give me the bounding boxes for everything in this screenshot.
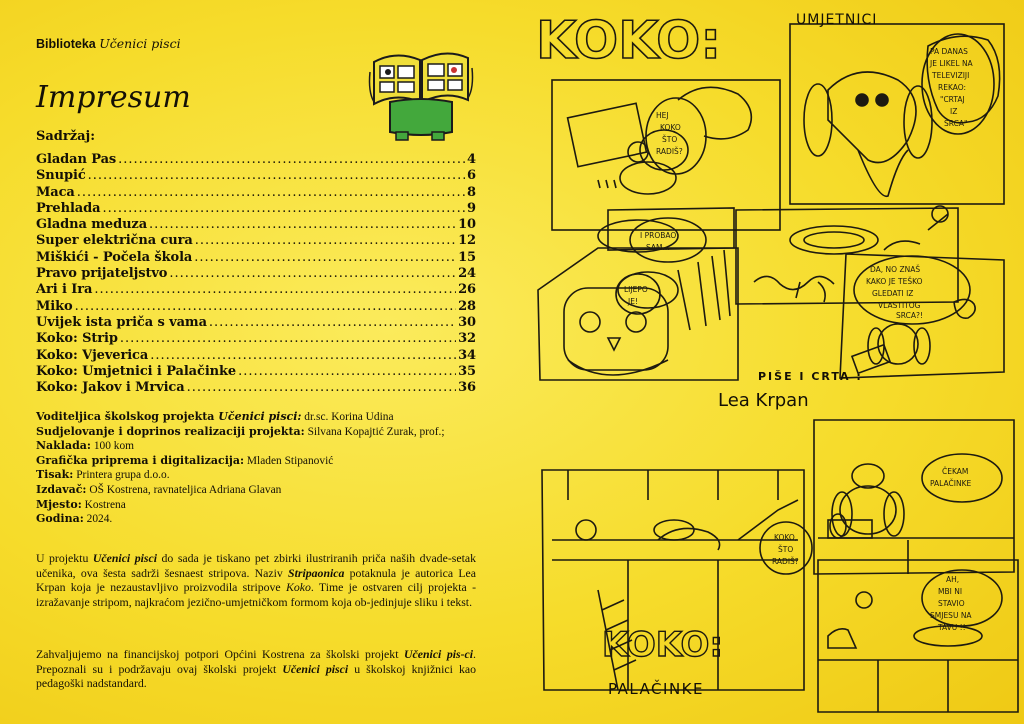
speech-8-line: SMJESU NA: [930, 611, 972, 620]
series-name: Učenici pisci: [99, 36, 181, 51]
speech-2-line: JE LIKEL NA: [930, 59, 973, 68]
intro-paragraph: U projektu Učenici pisci do sada je tiskano pet zbirki ilustriranih priča naših dvade-setak učenika, ova šesta sadrži šesnaest stripova. Naziv Stripaonica potaknula je autorica Lea Krpan koja je nezaustavljivo proizvodila stripove Koko. Time je ostvaren cilj projekta - izražavanje stripom, najkraćom jezično-umjetničkom formom koja ob-jedinjuje sliku i tekst.: [36, 551, 476, 609]
speech-2-line: TELEVIZIJI: [932, 71, 970, 80]
left-page: [36, 0, 511, 724]
comic-heading-bottom: PALAČINKE: [608, 680, 704, 698]
speech-8-line: STAVIO: [938, 599, 965, 608]
koko-logo-bottom-text: KOKO:: [602, 625, 724, 665]
toc-label: Sadržaj:: [36, 129, 96, 144]
credit-design: Grafička priprema i digitalizacija: Mladen Stipanović: [36, 453, 334, 467]
toc-row: Koko: Umjetnici i Palačinke ..... 35: [36, 364, 476, 380]
toc-row: Uvijek ista priča s vama ..... 30: [36, 315, 476, 331]
speech-4-line: LIJEPO: [624, 285, 648, 294]
speech-bubble-6: [922, 454, 1002, 502]
speech-5-line: SRCA?!: [896, 311, 923, 320]
speech-1-line: RADIŠ?: [656, 147, 683, 156]
comic-page: [528, 0, 1024, 724]
table-of-contents: [36, 152, 476, 396]
comic-strip-drawing: [528, 0, 1024, 724]
panel-2: [790, 24, 1004, 204]
credit-year: Godina: 2024.: [36, 512, 113, 526]
speech-1-line: KOKO: [660, 123, 681, 132]
speech-2-line: IZ: [950, 107, 958, 116]
credit-place: Mjesto: Kostrena: [36, 497, 126, 511]
speech-5-line: VLASTITOG: [878, 301, 921, 310]
page-title: Impresum: [36, 80, 191, 115]
speech-7-line: KOKO,: [774, 533, 798, 542]
book-reader-logo: [366, 32, 476, 144]
speech-5-line: GLEDATI IZ: [872, 289, 914, 298]
speech-8-line: AH,: [946, 575, 960, 584]
panel-3-top: [608, 208, 734, 250]
koko-logo-bottom: [602, 625, 723, 665]
toc-row: Koko: Vjeverica ..... 34: [36, 348, 476, 364]
toc-row: Koko: Jakov i Mrvica ..... 36: [36, 380, 476, 396]
speech-7-line: RADIŠ?: [772, 557, 799, 566]
comic-author: Lea Krpan: [718, 390, 809, 411]
credit-print: Tisak: Printera grupa d.o.o.: [36, 468, 170, 482]
speech-1-line: ŠTO: [662, 135, 678, 144]
koko-logo-top: [536, 11, 721, 71]
speech-2-line: PA DANAS: [930, 47, 968, 56]
speech-6-line: ČEKAM: [942, 467, 969, 476]
speech-3-line: I PROBAO: [640, 231, 677, 240]
toc-row: Miškići - Počela škola ..... 15: [36, 250, 476, 266]
speech-2-line: "CRTAJ: [940, 95, 965, 104]
toc-row: Pravo prijateljstvo ..... 24: [36, 266, 476, 282]
toc-row: Super električna cura ..... 12: [36, 233, 476, 249]
toc-row: Gladan Pas ..... 4: [36, 152, 476, 168]
byline-label: PIŠE I CRTA :: [758, 370, 863, 383]
speech-6-line: PALAČINKE: [930, 479, 972, 488]
series-label: Biblioteka Učenici pisci: [36, 36, 181, 51]
comic-heading-top: UMJETNICI: [796, 12, 878, 28]
credit-lead: Voditeljica školskog projekta Učenici pisci: dr.sc. Korina Udina: [36, 410, 394, 423]
speech-5-line: KAKO JE TEŠKO: [866, 277, 923, 286]
toc-row: Miko ..... 28: [36, 299, 476, 315]
speech-bubble-4: [616, 274, 660, 314]
credits-block: [36, 410, 476, 527]
speech-2-line: REKAO:: [938, 83, 967, 92]
credit-run: Naklada: 100 kom: [36, 439, 135, 453]
speech-2-line: SRCA": [944, 119, 968, 128]
toc-row: Ari i Ira ..... 26: [36, 282, 476, 298]
toc-row: Prehlada ..... 9: [36, 201, 476, 217]
panel-8: [818, 560, 1018, 712]
credit-publisher: Izdavač: OŠ Kostrena, ravnateljica Adriana Glavan: [36, 482, 282, 496]
koko-logo-top-text: KOKO:: [536, 11, 722, 71]
speech-3-line: SAM...: [646, 243, 670, 252]
speech-5-line: DA, NO ZNAŠ: [870, 265, 921, 274]
toc-row: Koko: Strip ..... 32: [36, 331, 476, 347]
speech-4-line: JE!: [628, 297, 638, 306]
credit-participation: Sudjelovanje i doprinos realizaciji projekta: Silvana Kopajtić Zurak, prof.;: [36, 424, 445, 438]
toc-row: Maca ..... 8: [36, 185, 476, 201]
toc-row: Gladna meduza ..... 10: [36, 217, 476, 233]
speech-8-line: MBI NI: [938, 587, 963, 596]
speech-7-line: ŠTO: [778, 545, 794, 554]
thanks-paragraph: Zahvaljujemo na financijskoj potpori Općini Kostrena za školski projekt Učenici pis-ci. Prepoznali su i podržavaju ovaj školski projekt Učenici pisci u školskoj knjižnici kao pedagoški nadstandard.: [36, 647, 476, 691]
speech-1-line: HEJ: [656, 111, 669, 120]
toc-row: Snupić ..... 6: [36, 168, 476, 184]
speech-8-line: TAVU !!: [938, 623, 966, 632]
